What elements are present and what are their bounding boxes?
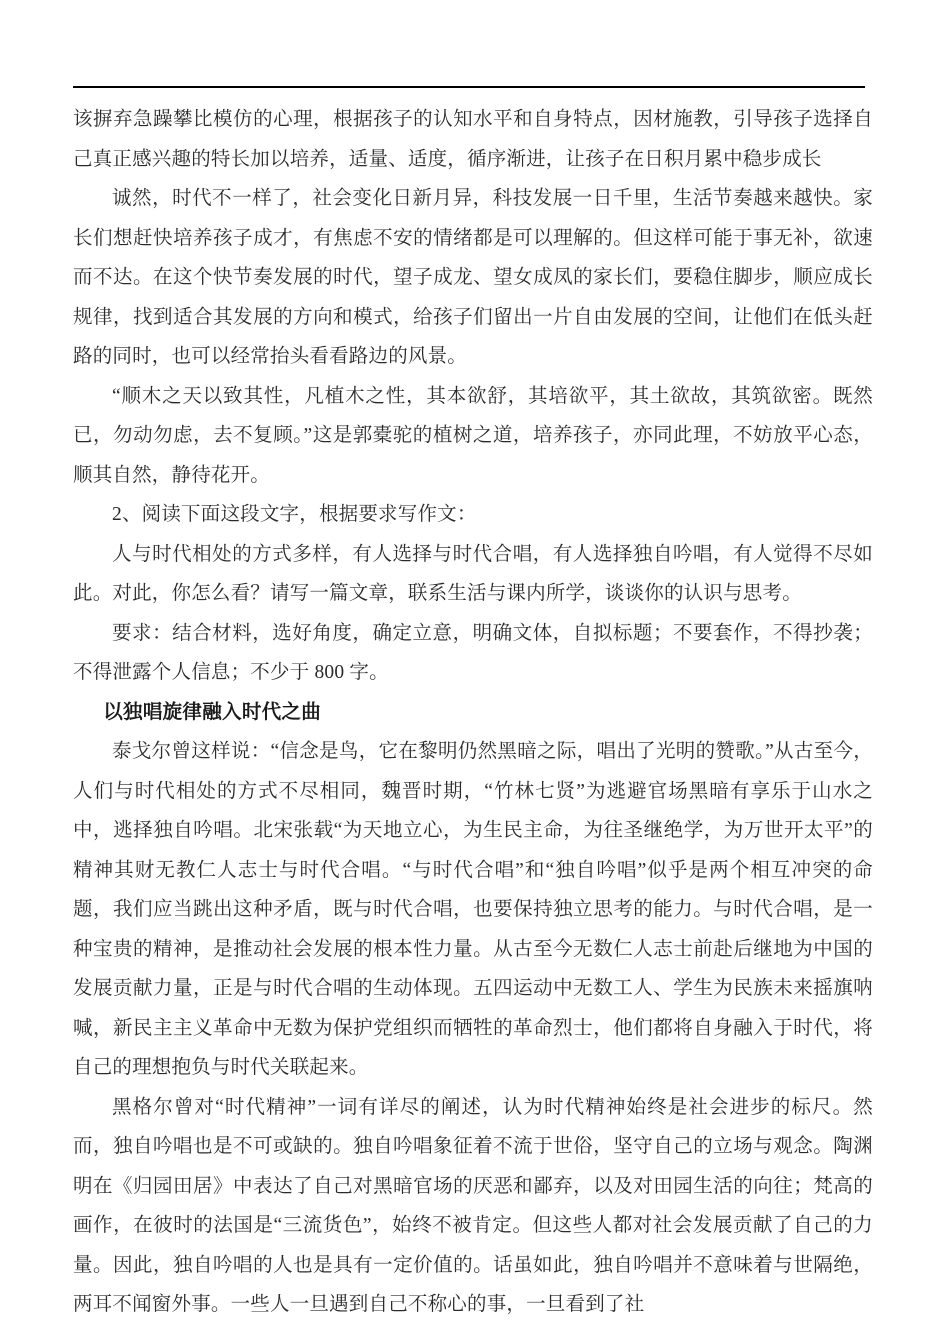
paragraph-continuation: 该摒弃急躁攀比模仿的心理，根据孩子的认知水平和自身特点，因材施教，引导孩子选择自己真正感兴趣的特长加以培养，适量、适度，循序渐进，让孩子在日积月累中稳步成长 (73, 109, 873, 170)
prompt-number-heading: 2、阅读下面这段文字，根据要求写作文： (112, 504, 477, 525)
essay-title: 以独唱旋律融入时代之曲 (103, 700, 322, 723)
essay-body-paragraph-2: 黑格尔曾对“时代精神”一词有详尽的阐述，认为时代精神始终是社会进步的标尺。然而，独自吟唱也是不可或缺的。独自吟唱象征着不流于世俗，坚守自己的立场与观念。陶渊明在《归园田居》中表达了自己对黑暗官场的厌恶和鄙弃，以及对田园生活的向往；梵高的画作，在彼时的法国是“三流货色”，始终不被肯定。但这些人都对社会发展贡献了自己的力量。因此，独自吟唱的人也是具有一定价值的。话虽如此，独自吟唱并不意味着与世隔绝，两耳不闻窗外事。一些人一旦遇到自己不称心的事，一旦看到了社 (73, 1096, 873, 1315)
header-rule-divider (73, 86, 865, 88)
paragraph-classical-quote: “顺木之天以致其性，凡植木之性，其本欲舒，其培欲平，其土欲故，其筑欲密。既然已，勿动勿虑，去不复顾。”这是郭橐驼的植树之道，培养孩子，亦同此理，不妨放平心态，顺其自然，静待花开。 (73, 385, 873, 486)
paragraph-era-discussion: 诚然，时代不一样了，社会变化日新月异，科技发展一日千里，生活节奏越来越快。家长们想赶快培养孩子成才，有焦虑不安的情绪都是可以理解的。但这样可能于事无补，欲速而不达。在这个快节奏发展的时代，望子成龙、望女成凤的家长们，要稳住脚步，顺应成长规律，找到适合其发展的方向和模式，给孩子们留出一片自由发展的空间，让他们在低头赶路的同时，也可以经常抬头看看路边的风景。 (73, 188, 873, 367)
prompt-material-text: 人与时代相处的方式多样，有人选择与时代合唱，有人选择独自吟唱，有人觉得不尽如此。对此，你怎么看？请写一篇文章，联系生活与课内所学，谈谈你的认识与思考。 (73, 543, 873, 604)
prompt-requirements-text: 要求：结合材料，选好角度，确定立意，明确文体，自拟标题；不要套作，不得抄袭；不得泄露个人信息；不少于 800 字。 (73, 622, 873, 683)
document-content (73, 100, 873, 1325)
essay-body-paragraph-1: 泰戈尔曾这样说：“信念是鸟，它在黎明仍然黑暗之际，唱出了光明的赞歌。”从古至今，人们与时代相处的方式不尽相同，魏晋时期，“竹林七贤”为逃避官场黑暗有享乐于山水之中，逃择独自吟唱。北宋张载“为天地立心，为生民主命，为往圣继绝学，为万世开太平”的精神其财无教仁人志士与时代合唱。“与时代合唱”和“独自吟唱”似乎是两个相互冲突的命题，我们应当跳出这种矛盾，既与时代合唱，也要保持独立思考的能力。与时代合唱，是一种宝贵的精神，是推动社会发展的根本性力量。从古至今无数仁人志士前赴后继地为中国的发展贡献力量，正是与时代合唱的生动体现。五四运动中无数工人、学生为民族未来摇旗呐喊，新民主主义革命中无数为保护党组织而牺牲的革命烈士，他们都将自身融入于时代，将自己的理想抱负与时代关联起来。 (73, 741, 873, 1078)
